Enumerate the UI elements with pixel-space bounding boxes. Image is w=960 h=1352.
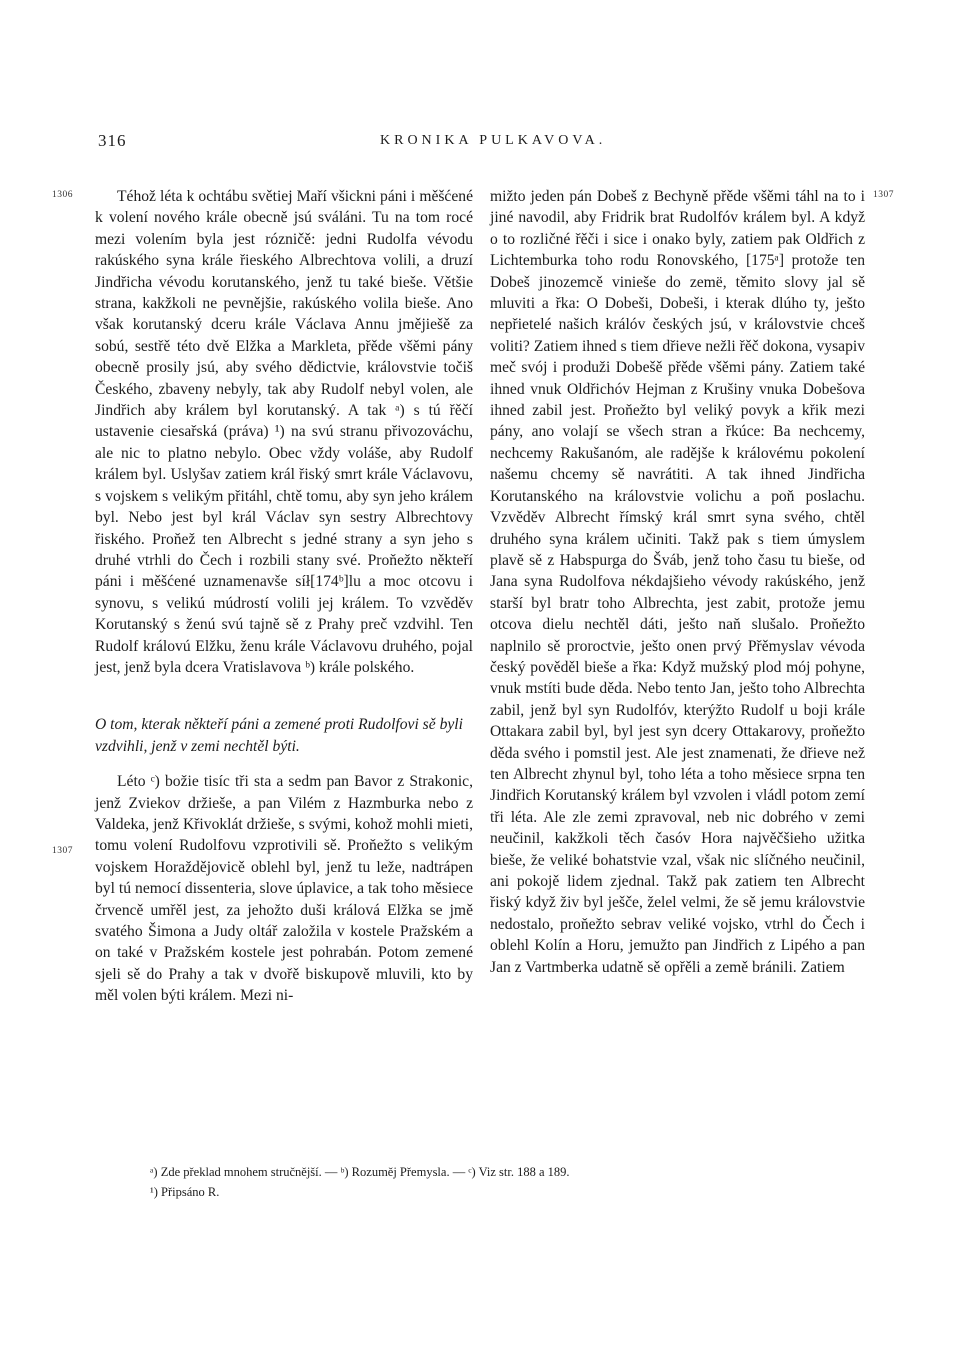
section-heading: O tom, kterak někteří páni a zemené proti Rudolfovi sě byli vzdvihli, jenž v zemi nechtěl býti. <box>95 716 463 755</box>
page-number: 316 <box>98 131 127 150</box>
left-paragraph-2: Léto ᶜ) božie tisíc tři sta a sedm pan Bavor z Strakonic, jenž Zviekov držieše, a pan Vilém z Hazmburka nebo z Valdeka, jenž Křivoklát držieše, s svými, kohož mohli mieti, tomu volení Rudolfovu vzprotivili sě. Proňežto s velikým vojskem Horaždějovicě oblehl byl, jenž tu leže, nadtrápen byl tú nemocí dissenteria, slove úplavice, a tak toho měsiece črvencě umřěl jest, za jehožto duši králová Elžka se jmě svatého Šimona a Judy oltář založila v kostele Pražském a on také v Pražském kostele jest pohrabán. Potom zemené sjeli sě do Prahy a tak v dvořě biskupově mluvili, kto by měl volen býti králem. Mezi ni- <box>95 773 473 1005</box>
footnote-line-1: ᵃ) Zde překlad mnohem stručnější. — ᵇ) Rozuměj Přemysla. — ᶜ) Viz str. 188 a 189. <box>150 1165 570 1179</box>
margin-year-left-mid: 1307 <box>52 846 73 856</box>
page-header <box>0 131 960 155</box>
margin-year-right-top: 1307 <box>873 190 894 200</box>
margin-year-left-top: 1306 <box>52 190 73 200</box>
running-title: KRONIKA PULKAVOVA. <box>380 133 607 148</box>
left-column <box>95 186 473 1007</box>
footnote-line-2: ¹) Připsáno R. <box>150 1185 220 1199</box>
right-paragraph: mižto jeden pán Dobeš z Bechyně přěde všěmi táhl na to i jiné navodil, aby Fridrik brat Rudolfóv králem byl. A když o to rozličné řěči i sice i onako byly, zatiem pak Oldřich z Lichtemburka toho rodu Ronovského, [175ᵃ] protože ten Dobeš jinozemcě vinieše do zemë, těmito slovy jal sě mluviti a řka: O Dobeši, Dobeši, i kterak dlúho ty, ješto nepřietelé našich králóv českých jsú, v královstvie chceš voliti? Zatiem ihned s tiem dřieve nežli řěč dokona, vysapiv meč svój i produži Dobešě přěde všěmi pány. Zatiem také ihned vnuk Oldřichóv Hejman z Krušiny vnuka Dobešova ihned zabil jest. Proňežto byl veliký povyk a křik mezi pány, ano volají se všech stran a řkúce: Ba nechcemy, nechcemy Rakušanóm, ale radějše k královému pokolení našemu chcemy sě navrátiti. A tak ihned Jindřicha Korutanského na královstvie volichu a poň poslachu. Vzvěděv Albrecht římský král smrt syna svého, chtěl druhého syna králem učiniti. Takž pak s tiem úmyslem plavě sě z Habspurga do Šváb, jenž toho času tu bieše, od Jana syna Rudolfova nékdajšieho vévody rakúského, jenž starší byl bratr toho Albrechta, jest zabit, protože jemu otcova dielu nechtěl dáti, ješto naň slušalo. Proňežto naplnilo sě proroctvie, ješto onen prvý Přěmyslav vévoda český pověděl bieše a řka: Když mužský plod mój pohyne, vnuk mstíti bude děda. Nebo tento Jan, ješto toho Albrechta zabil, jenž byl syn Rudolfóv, kterýžto Rudolf u boji krále Ottakara zabil byl, byl jest syn dcery Ottakarovy, proňežto děda svého i pomstil jest. Ale jest znamenati, že dřieve než ten Albrecht zhynul byl, toho léta a toho měsiece srpna ten Jindřich Korutanský králem byl vzvolen i vládl potom zemí tři léta. Ale zle zemi zpravoval, neb nic dobrého v zemi neučinil, kakžkoli těch časóv Hora najvěčšieho užitka bieše, že veliké bohatstvie vzal, však nic slíčného neučinil, ani pokojě lidem zjednal. Takž pak zatiem ten Albrecht řiský když živ byl ješče, želel velmi, že sě jemu královstvie nedostalo, proňežto sebrav veliké vojsko, vtrhl do Čech i oblehl Kolín a Horu, jemužto pan Jindřich z Lipého a pan Jan z Vartmberka udatně sě opřěli a země bránili. Zatiem <box>490 188 865 976</box>
right-column <box>490 186 865 978</box>
left-paragraph-1: Téhož léta k ochtábu světiej Maří všickni páni i měšćené k volení nového krále obecně jsú sváláni. Tu na tom rocé mezi volením byla jest rózničě: jedni Rudolfa vévodu rakúského syna krále řieského Albrechtova volili, a druzí Jindřicha vévodu korutanského, jenž tu také bieše. Většie strana, kakžkoli ne pevnějšie, rakúského volila bieše. Ano však korutanský dceru krále Václava Annu jmějiešě za sobú, sestřě této dvě Elžka a Markleta, přěde všěmi pány obecně prosily jsú, aby svého dědictvie, královstvie točiš Českého, zbaveny nebyly, tak aby Rudolf nebyl volen, ale Jindřich aby králem byl korutanský. A tak ᵃ) s tú řěčí ustavenie ciesařská (práva) ¹) na svú stranu přivozováchu, ale nic to platno nebylo. Obec vždy voláše, aby Rudolf králem byl. Uslyšav zatiem král řiský smrt krále Václavovu, s vojskem s velikým přitáhl, chtě tomu, aby syn jeho králem byl. Nebo jest byl král Václav syn sestry Albrechtovy řiského. Proňež ten Albrecht s jedné strany a syn jeho s druhé vtrhli do Čech i rozbili stany své. Proňežto někteří páni i měšćené uznamenavše síł[174ᵇ]lu a moc otcovu i synovu, s velikú múdrostí volili jej králem. To vzvěděv Korutanský s ženú svú tajně sě z Prahy preč vzdvihl. Ten Rudolf královú Elžku, ženu krále Václavovu druhého, pojal jest, jenž byla dcera Vratislavova ᵇ) krále polského. <box>95 188 473 676</box>
footnotes <box>150 1162 870 1202</box>
